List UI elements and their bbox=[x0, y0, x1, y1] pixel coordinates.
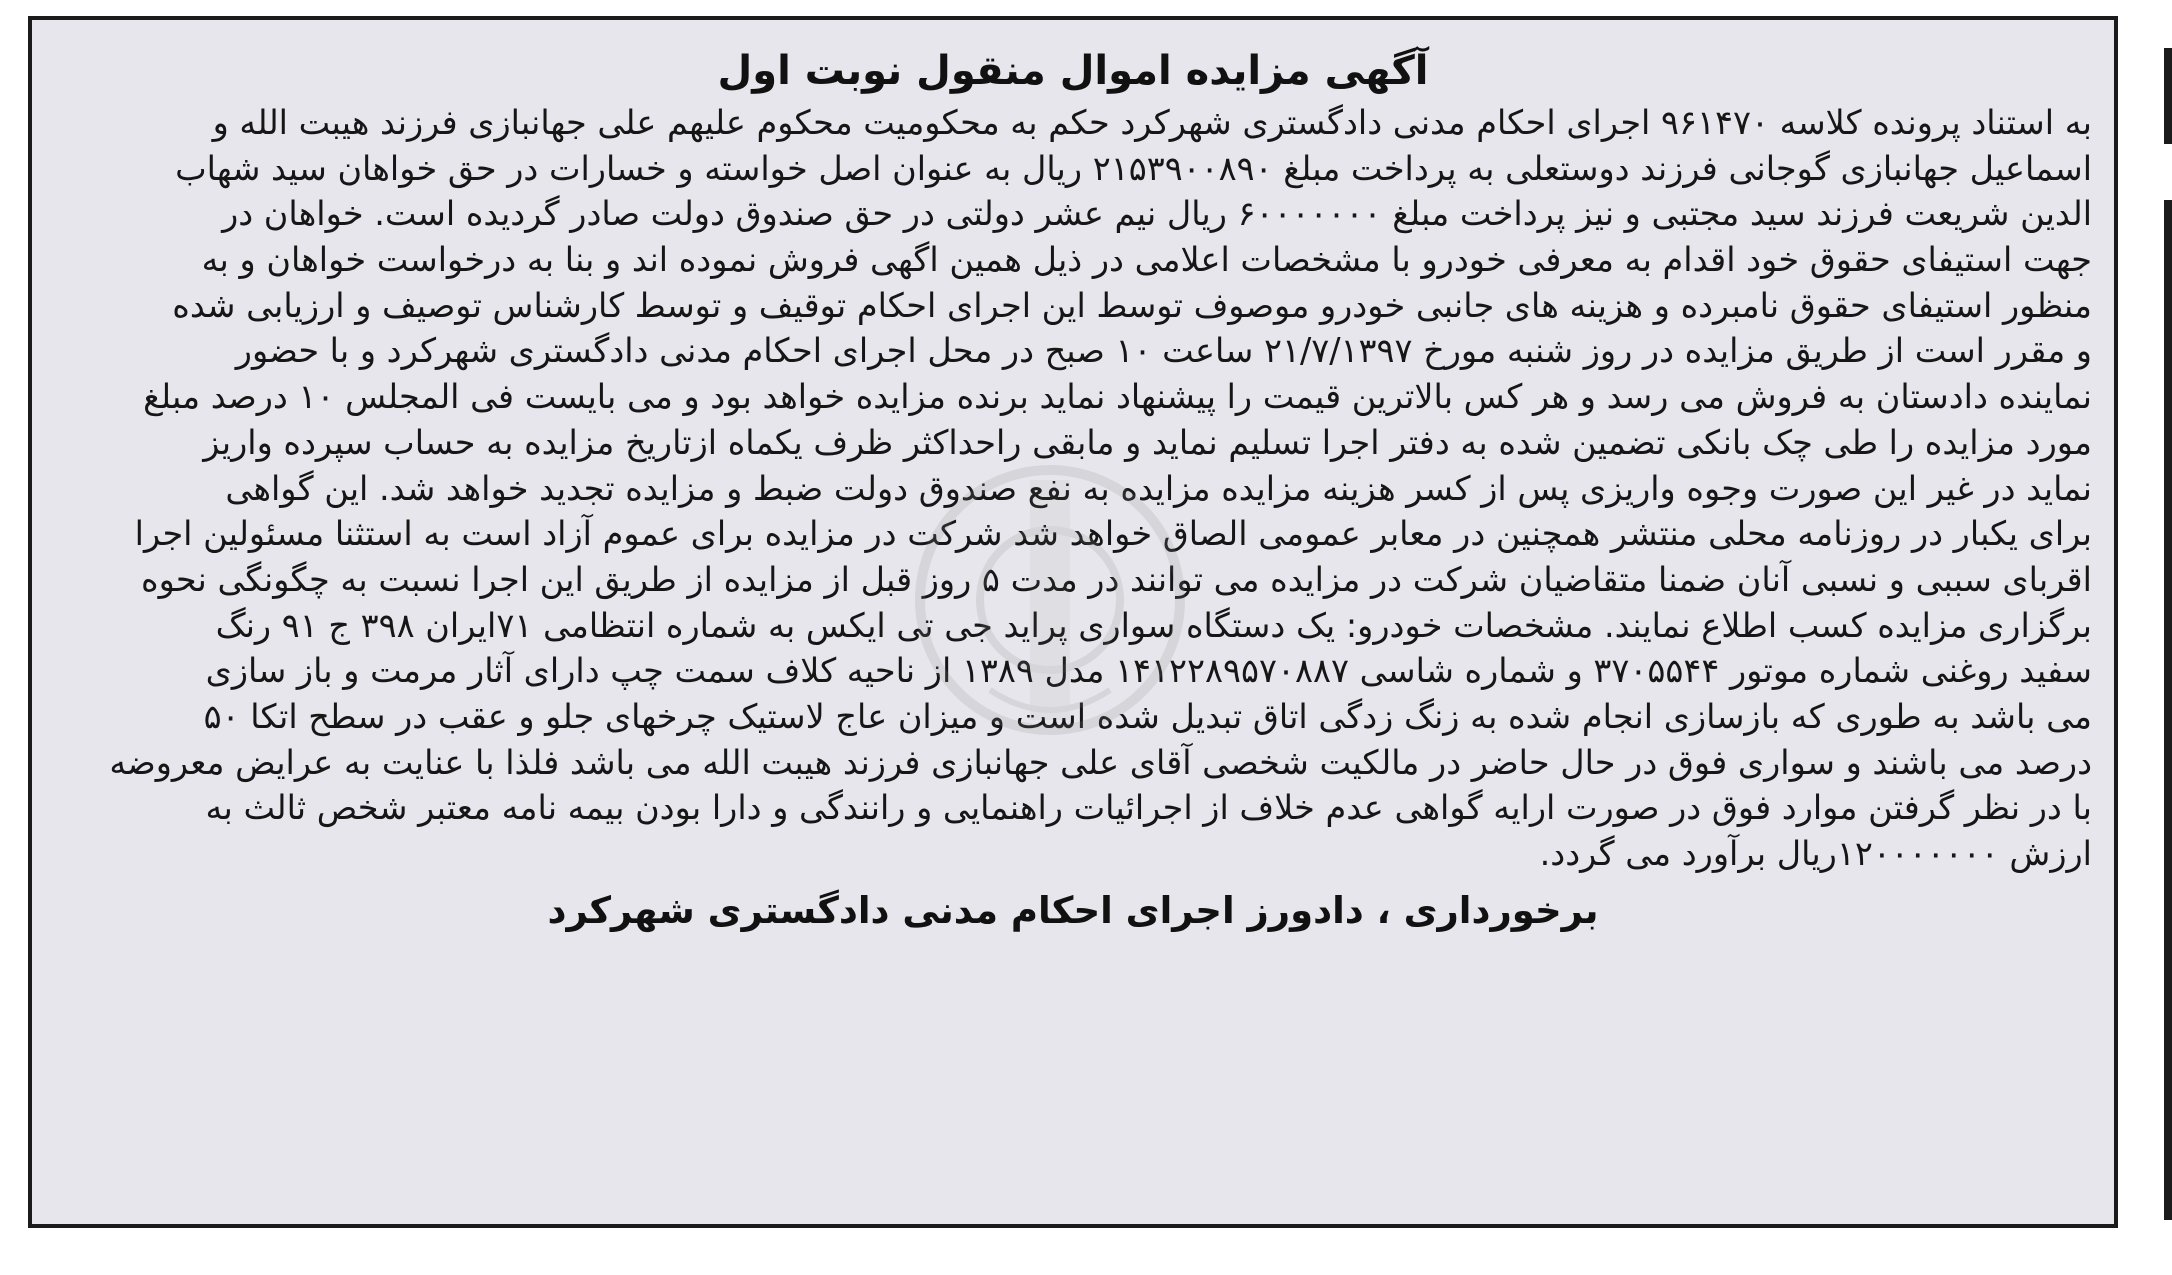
notice-line: درصد می باشند و سواری فوق در حال حاضر در مالکیت شخصی آقای علی جهانبازی فرزند هیبت الله می باشد فلذا با عنایت به عرایض معروضه bbox=[109, 742, 2092, 782]
notice-line: نماینده دادستان به فروش می رسد و هر کس بالاترین قیمت را پیشنهاد نماید برنده مزایده خواهد بود و می بایست فی المجلس ۱۰ درصد مبلغ bbox=[143, 377, 2092, 417]
notice-line: و مقرر است از طریق مزایده در روز شنبه مورخ ۲۱/۷/۱۳۹۷ ساعت ۱۰ صبح در محل اجرای احکام مدنی دادگستری شهرکرد و با حضور bbox=[235, 331, 2092, 371]
notice-line: سفید روغنی شماره موتور ۳۷۰۵۵۴۴ و شماره شاسی ۱۴۱۲۲۸۹۵۷۰۸۸۷ مدل ۱۳۸۹ از ناحیه کلاف سمت چپ دارای آثار مرمت و باز سازی bbox=[205, 651, 2092, 691]
notice-line: نماید در غیر این صورت وجوه واریزی پس از کسر هزینه مزایده مزایده به نفع صندوق دولت ضبط و مزایده تجدید خواهد شد. این گواهی bbox=[225, 468, 2092, 508]
notice-line: الدین شریعت فرزند سید مجتبی و نیز پرداخت مبلغ ۶۰۰۰۰۰۰۰ ریال نیم عشر دولتی در حق صندوق دولت صادر گردیده است. خواهان در bbox=[222, 194, 2092, 234]
notice-line: اقربای سببی و نسبی آنان ضمنا متقاضیان شرکت در مزایده می توانند در مدت ۵ روز قبل از مزایده از طریق این اجرا نسبت به چگونگی نحوه bbox=[141, 559, 2092, 599]
notice-frame bbox=[28, 16, 2118, 1228]
notice-line: ارزش ۱۲۰۰۰۰۰۰۰ریال برآورد می گردد. bbox=[1539, 834, 2092, 873]
notice-line: جهت استیفای حقوق خود اقدام به معرفی خودرو با مشخصات اعلامی در ذیل همین اگهی فروش نموده اند و بنا به درخواست خواهان و به bbox=[201, 240, 2092, 280]
notice-line: برای یکبار در روزنامه محلی منتشر همچنین در معابر عمومی الصاق خواهد شد شرکت در مزایده برای عموم آزاد است به استثنا مسئولین اجرا bbox=[134, 514, 2092, 554]
notice-line: منظور استیفای حقوق نامبرده و هزینه های جانبی خودرو موصوف توسط این اجرای احکام توقیف و توسط کارشناس توصیف و ارزیابی شده bbox=[172, 285, 2092, 325]
notice-line: مورد مزایده را طی چک بانکی تضمین شده به دفتر اجرا تسلیم نماید و مابقی راحداکثر ظرف یکماه ازتاریخ مزایده به حساب سپرده واریز bbox=[203, 422, 2092, 462]
notice-line: برگزاری مزایده کسب اطلاع نمایند. مشخصات خودرو: یک دستگاه سواری پراید جی تی ایکس به شماره انتظامی ۷۱ایران ۳۹۸ ج ۹۱ رنگ bbox=[215, 605, 2092, 645]
notice-line: اسماعیل جهانبازی گوجانی فرزند دوستعلی به پرداخت مبلغ ۲۱۵۳۹۰۰۸۹۰ ریال به عنوان اصل خواسته و خسارات در حق خواهان سید شهاب bbox=[175, 148, 2092, 188]
page-edge-mark-bottom bbox=[2164, 200, 2172, 1220]
notice-body bbox=[54, 100, 2092, 877]
notice-signature: برخورداری ، دادورز اجرای احکام مدنی دادگستری شهرکرد bbox=[547, 888, 1599, 932]
notice-title: آگهی مزایده اموال منقول نوبت اول bbox=[717, 48, 1429, 94]
notice-line: به استناد پرونده کلاسه ۹۶۱۴۷۰ اجرای احکام مدنی دادگستری شهرکرد حکم به محکومیت محکوم علیهم علی جهانبازی فرزند هیبت الله و bbox=[212, 103, 2092, 142]
page-edge-mark-top bbox=[2164, 48, 2172, 144]
notice-line: با در نظر گرفتن موارد فوق در صورت ارایه گواهی عدم خلاف از اجرائیات راهنمایی و رانندگی و دارا بودن بیمه نامه معتبر شخص ثالث به bbox=[205, 788, 2092, 828]
notice-line: می باشد به طوری که بازسازی انجام شده به زنگ زدگی اتاق تبدیل شده است و میزان عاج لاستیک چرخهای جلو و عقب در سطح اتکا ۵۰ bbox=[203, 696, 2092, 736]
